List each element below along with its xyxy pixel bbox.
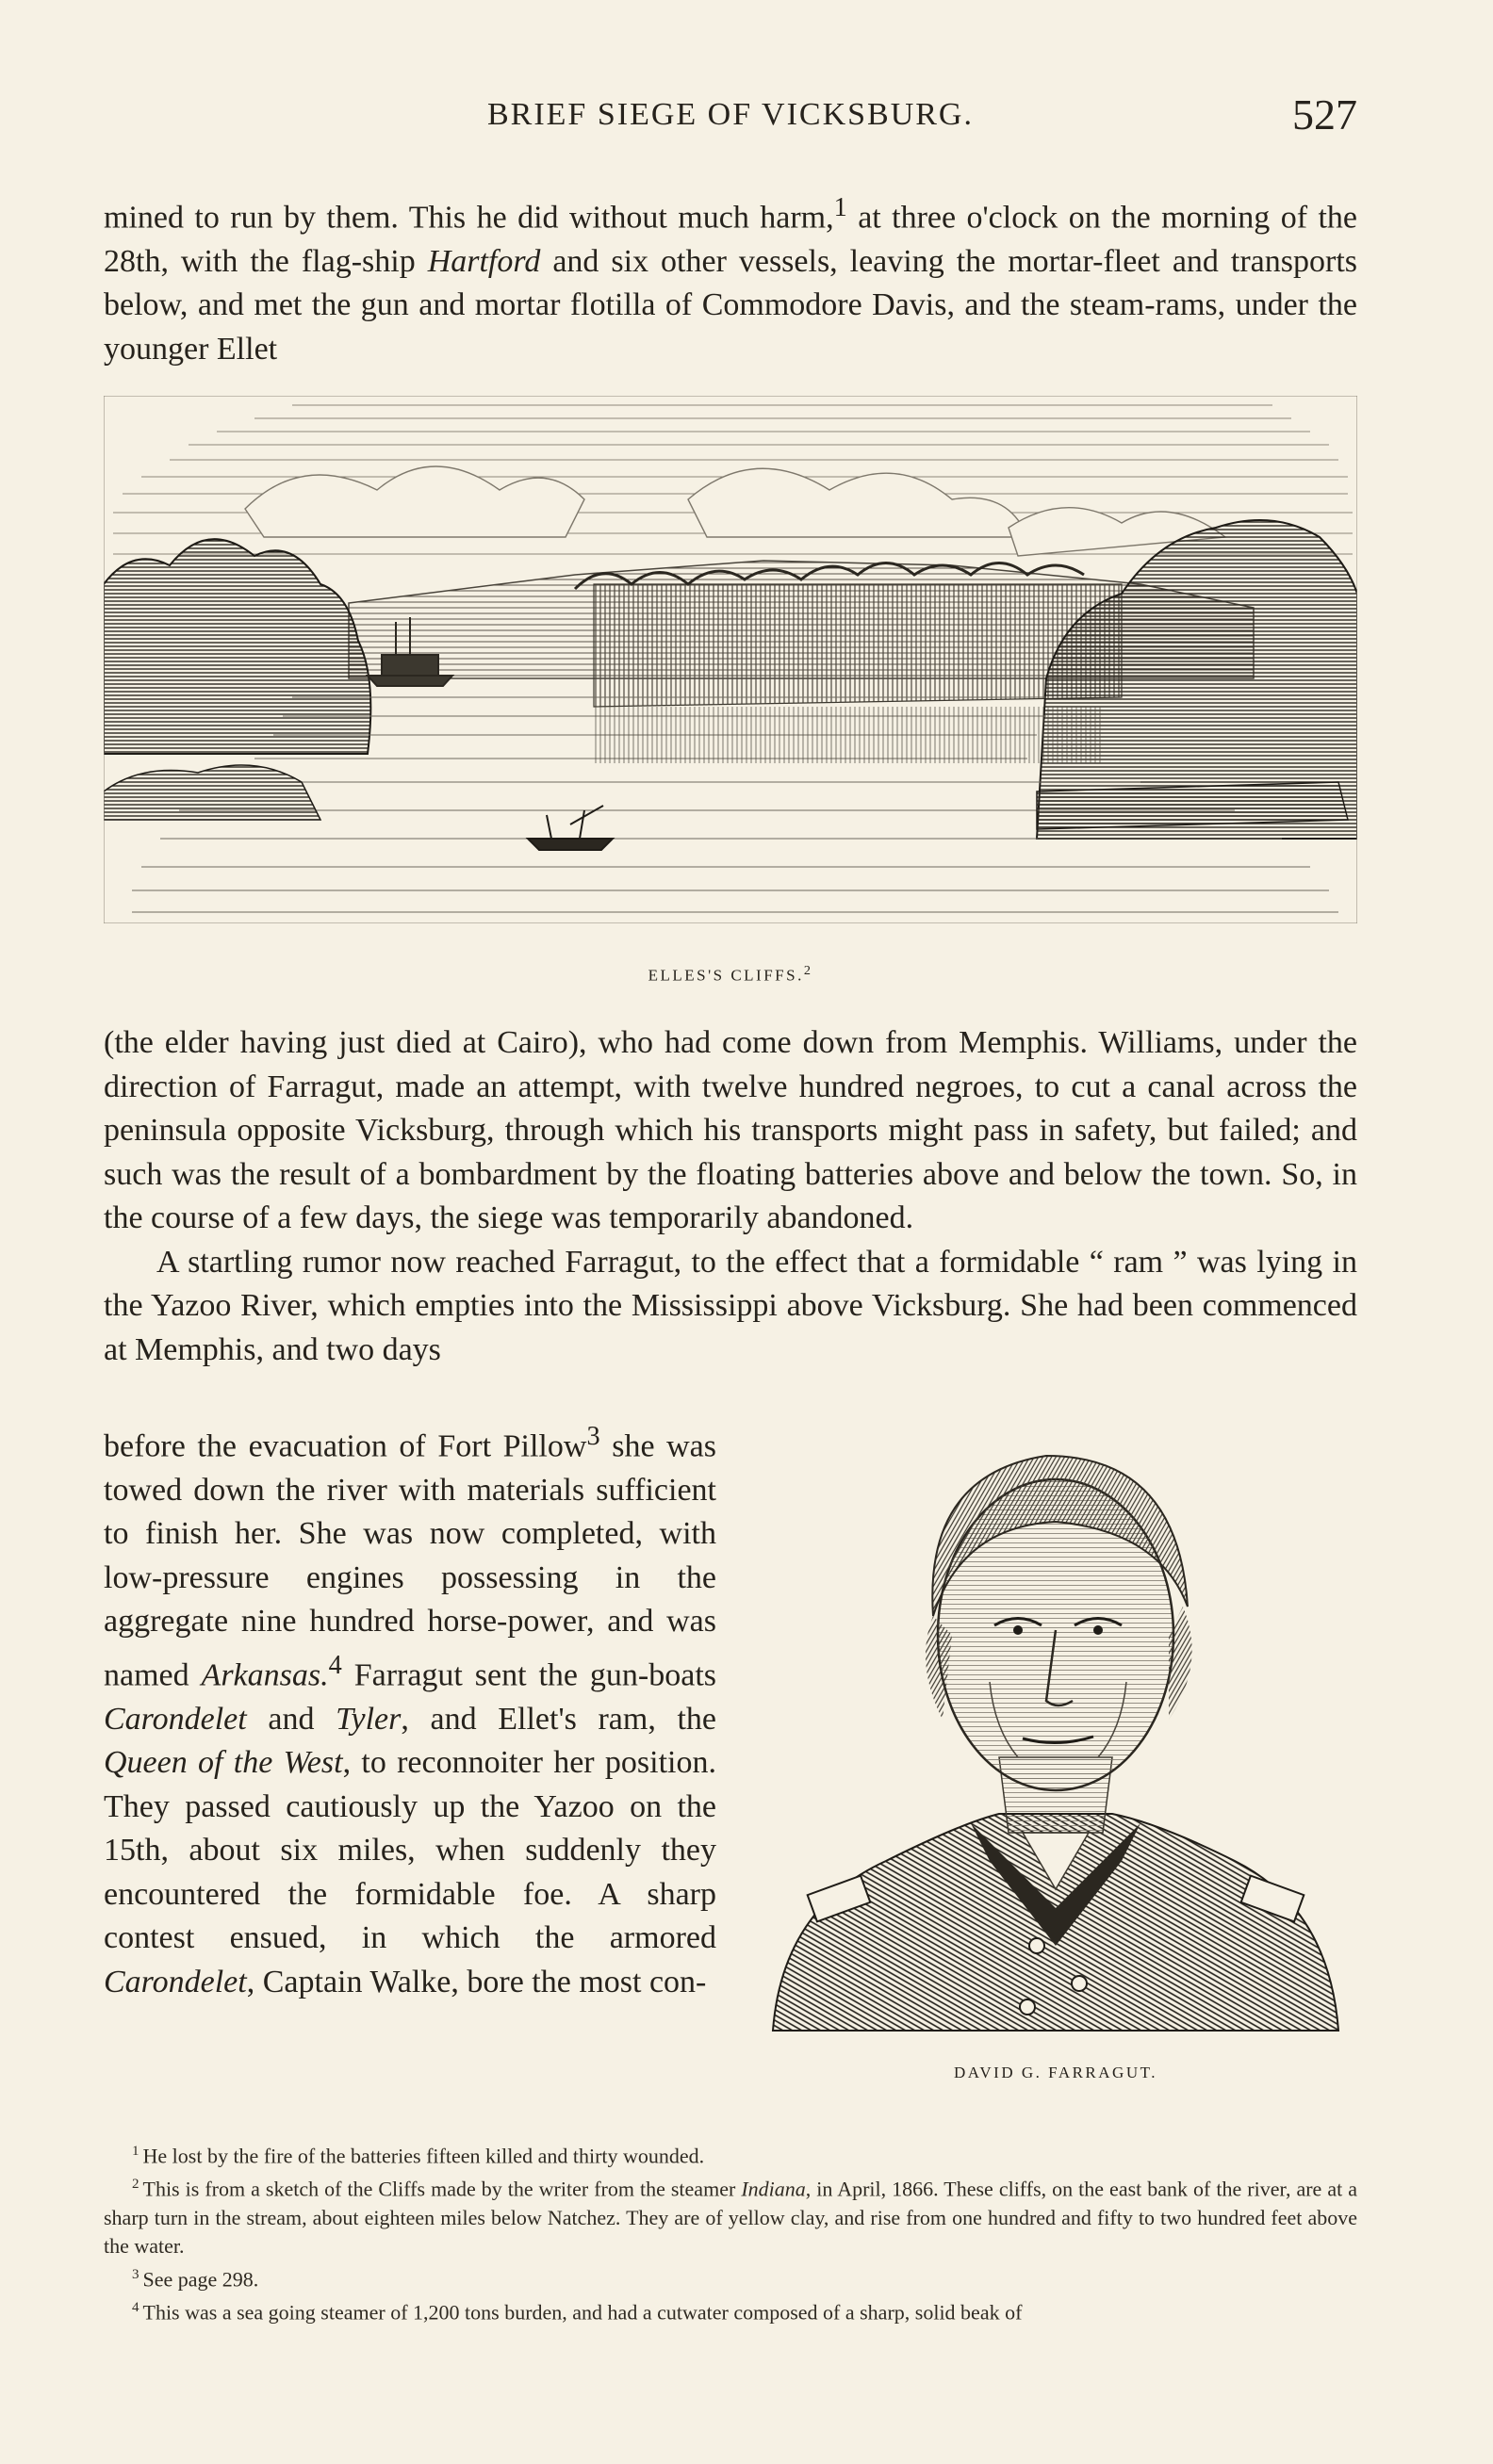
footnote-mark: 4 — [132, 2299, 139, 2315]
ship-name-carondelet-2: Carondelet — [104, 1964, 247, 1999]
footnote-text: This was a sea going steamer of 1,200 tons burden, and had a cutwater composed of a sharp, solid beak of — [142, 2300, 1023, 2325]
running-head — [104, 90, 1357, 146]
text-run: at three o'clock on the morning of the 28th, with the flag-ship — [104, 200, 1357, 279]
paragraph-1 — [104, 187, 1357, 371]
cliffs-engraving — [104, 396, 1357, 923]
ship-name-hartford: Hartford — [427, 243, 541, 279]
text-run: and six other vessels, leaving the mortar-fleet and transports below, and met the gun and mortar flotilla of Commodore Davis, and the steam-rams, under the younger Ellet — [104, 243, 1357, 367]
ship-name-indiana: Indiana — [741, 2177, 806, 2201]
text-run: she was towed down the river with materials sufficient to finish her. She was now completed, with low-pressure engines possessing in the aggregate nine hundred horse-power, and was named — [104, 1428, 717, 1693]
footnote-2 — [104, 2170, 1357, 2260]
page-number: 527 — [1292, 90, 1357, 139]
footnote-ref-3[interactable]: 3 — [586, 1422, 600, 1451]
portrait-caption: DAVID G. FARRAGUT. — [954, 2064, 1157, 2081]
footnote-1 — [104, 2137, 1357, 2170]
footnote-text: See page 298. — [142, 2266, 259, 2291]
text-run: , to reconnoiter her position. They passed cautiously up the Yazoo on the 15th, about six miles, when suddenly they encountered the formidable foe. A sharp contest ensued, in which the armored — [104, 1745, 716, 1956]
footnotes — [104, 2137, 1357, 2326]
paragraph-3-start: A startling rumor now reached Farragut, to the effect that a formidable “ ram ” was lying in the Yazoo River, which empties into the Mississippi above Vicksburg. She had been commenced at Memphis, and two days — [104, 1244, 1357, 1367]
footnote-ref-1[interactable]: 1 — [833, 193, 847, 222]
text-run: Farragut sent the gun-boats — [341, 1657, 716, 1693]
text-run: , and Ellet's ram, the — [401, 1701, 717, 1737]
ship-name-arkansas: Arkansas. — [201, 1657, 329, 1693]
footnote-ref-2[interactable]: 2 — [803, 963, 813, 978]
text-run: before the evacuation of Fort Pillow — [104, 1428, 587, 1464]
caption-text: ELLES'S CLIFFS. — [648, 966, 804, 985]
footnote-4 — [104, 2293, 1357, 2326]
footnote-mark: 1 — [132, 2144, 139, 2159]
text-run: and — [246, 1701, 336, 1737]
ship-name-queen-of-the-west: Queen of the West — [104, 1745, 343, 1781]
paragraph-3-continued — [104, 1415, 716, 2004]
footnote-text: This is from a sketch of the Cliffs made by the writer from the steamer — [142, 2177, 742, 2201]
footnote-3 — [104, 2260, 1357, 2293]
footnote-text: He lost by the fire of the batteries fifteen killed and thirty wounded. — [142, 2144, 705, 2168]
footnote-text: , in April, 1866. These cliffs, on the east bank of the river, are at a sharp turn in the stream, about eighteen miles below Natchez. They are of yellow clay, and rise from one hundred and fifty to two hundred feet above the water. — [104, 2177, 1357, 2258]
text-run: , Captain Walke, bore the most con- — [246, 1964, 707, 1999]
ship-name-carondelet: Carondelet — [104, 1701, 247, 1737]
farragut-portrait — [754, 1418, 1357, 2049]
footnote-ref-4[interactable]: 4 — [328, 1650, 342, 1680]
footnote-mark: 2 — [132, 2177, 139, 2193]
ship-name-tyler: Tyler — [336, 1701, 402, 1737]
chapter-title: BRIEF SIEGE OF VICKSBURG. — [486, 97, 974, 132]
paragraph-2-and-3 — [104, 1021, 1357, 1372]
paragraph-2: (the elder having just died at Cairo), who had come down from Memphis. Williams, under the direction of Farragut, made an attempt, with twelve hundred negroes, to cut a canal across the peninsula opposite Vicksburg, through which his transports might pass in safety, but failed; and such was the result of a bombardment by the floating batteries above and below the town. So, in the course of a few days, the siege was temporarily abandoned. — [104, 1025, 1357, 1235]
footnote-mark: 3 — [132, 2266, 139, 2282]
text-run: mined to run by them. This he did without much harm, — [104, 200, 834, 236]
cliffs-caption — [104, 963, 1357, 986]
